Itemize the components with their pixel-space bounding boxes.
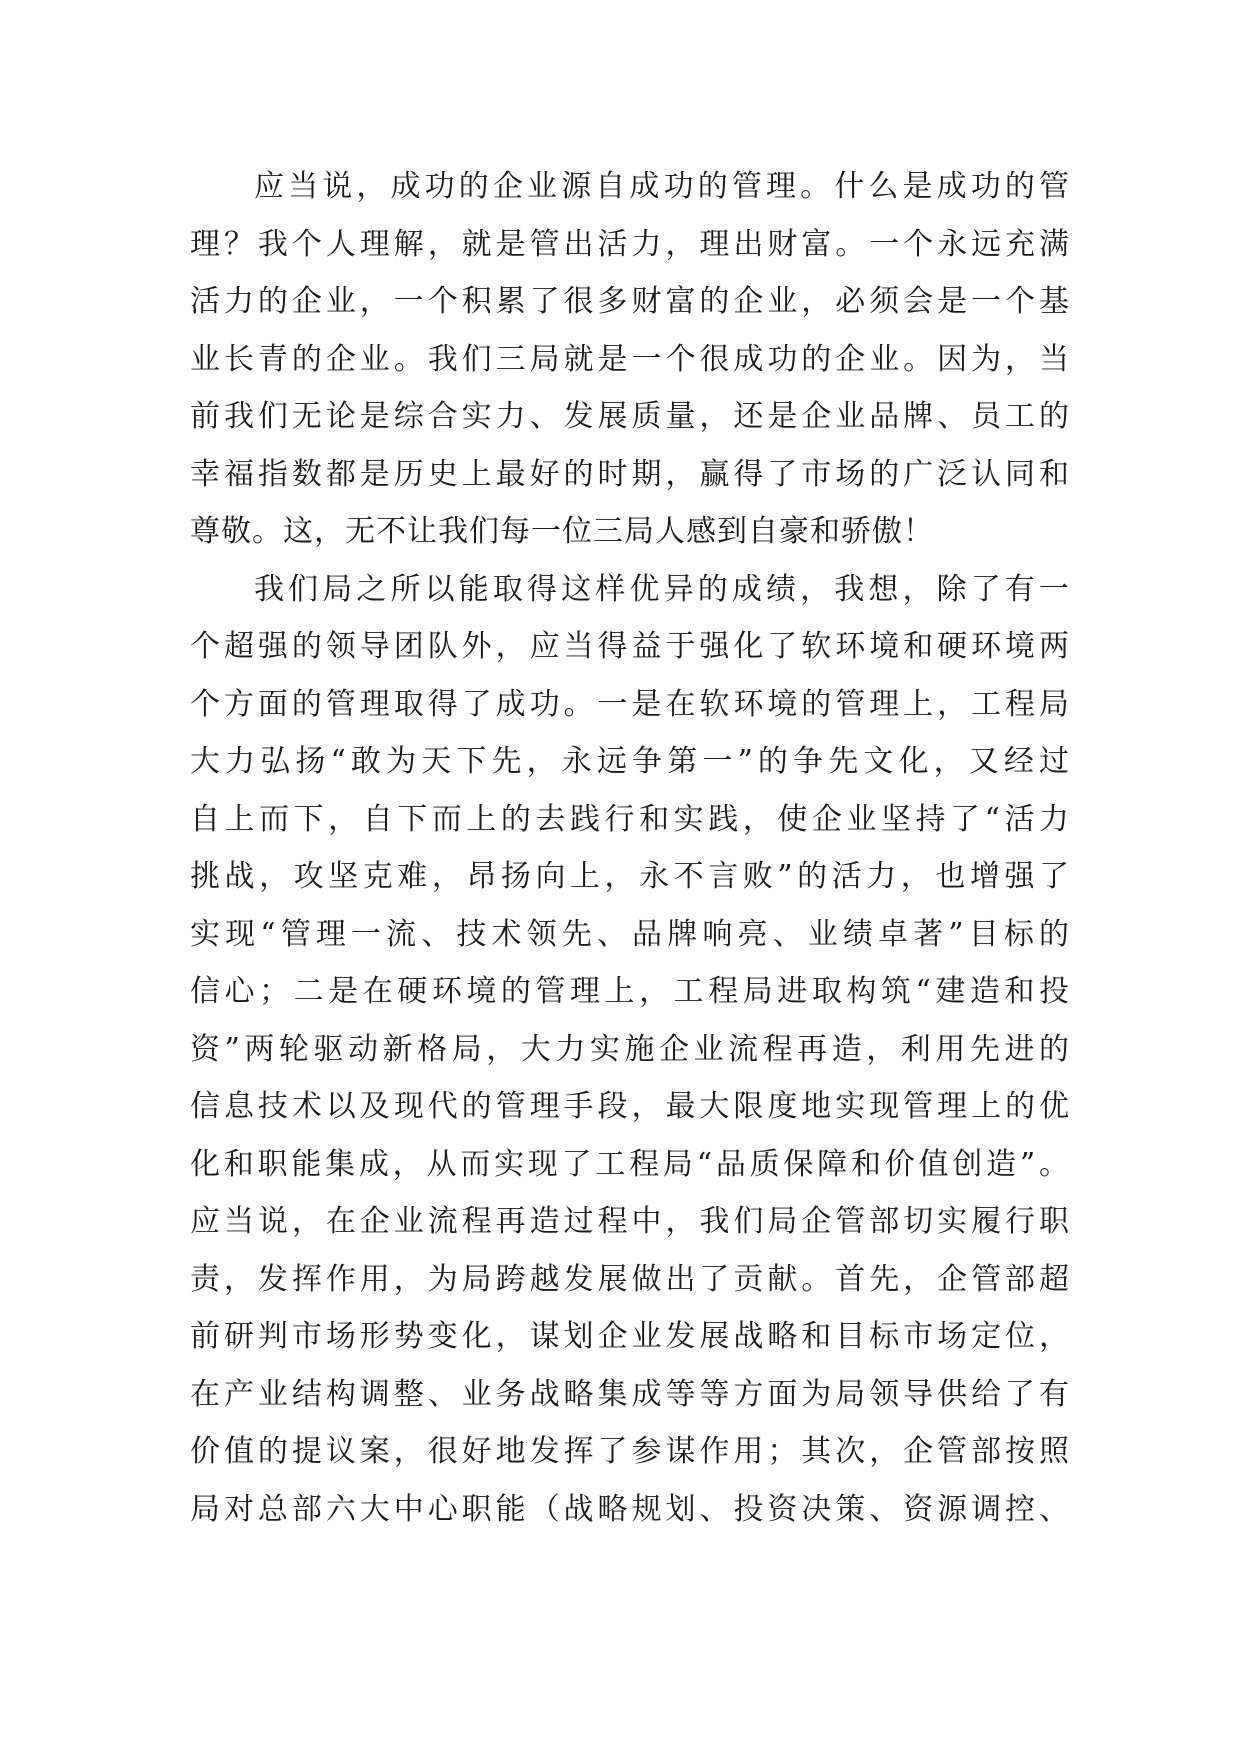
text-line: 信心；二是在硬环境的管理上，工程局进取构筑“建造和投 (190, 974, 1070, 1009)
text-line: 实现“管理一流、技术领先、品牌响亮、业绩卓著”目标的 (190, 916, 1070, 952)
text-line: 活力的企业，一个积累了很多财富的企业，必须会是一个基 (190, 284, 1070, 319)
text-line: 理？我个人理解，就是管出活力，理出财富。一个永远充满 (190, 226, 1070, 262)
text-line: 我们局之所以能取得这样优异的成绩，我想，除了有一 (254, 571, 1070, 607)
text-line: 在产业结构调整、业务战略集成等等方面为局领导供给了有 (190, 1376, 1070, 1412)
text-line: 前我们无论是综合实力、发展质量，还是企业品牌、员工的 (190, 399, 1070, 434)
text-line: 责，发挥作用，为局跨越发展做出了贡献。首先，企管部超 (190, 1261, 1070, 1297)
paragraph-1 (190, 158, 1070, 561)
text-line: 大力弘扬“敢为天下先，永远争第一”的争先文化，又经过 (190, 744, 1070, 779)
paragraph-2 (190, 561, 1070, 1539)
text-line: 尊敬。这，无不让我们每一位三局人感到自豪和骄傲！ (190, 514, 934, 549)
text-line: 化和职能集成，从而实现了工程局“品质保障和价值创造”。 (190, 1146, 1070, 1182)
document-body (190, 158, 1070, 1538)
text-line: 个超强的领导团队外，应当得益于强化了软环境和硬环境两 (190, 629, 1070, 664)
text-line: 个方面的管理取得了成功。一是在软环境的管理上，工程局 (190, 686, 1070, 722)
text-line: 信息技术以及现代的管理手段，最大限度地实现管理上的优 (190, 1089, 1070, 1124)
text-line: 挑战，攻坚克难，昂扬向上，永不言败”的活力，也增强了 (190, 859, 1070, 894)
text-line: 前研判市场形势变化，谋划企业发展战略和目标市场定位， (190, 1319, 1070, 1354)
text-line: 局对总部六大中心职能（战略规划、投资决策、资源调控、 (190, 1491, 1070, 1527)
text-line: 应当说，在企业流程再造过程中，我们局企管部切实履行职 (190, 1204, 1070, 1239)
text-line: 业长青的企业。我们三局就是一个很成功的企业。因为，当 (190, 341, 1070, 377)
text-line: 资”两轮驱动新格局，大力实施企业流程再造，利用先进的 (190, 1031, 1070, 1067)
text-line: 价值的提议案，很好地发挥了参谋作用；其次，企管部按照 (190, 1434, 1070, 1469)
text-line: 应当说，成功的企业源自成功的管理。什么是成功的管 (254, 169, 1070, 204)
text-line: 自上而下，自下而上的去践行和实践，使企业坚持了“活力 (190, 801, 1070, 837)
text-line: 幸福指数都是历史上最好的时期，赢得了市场的广泛认同和 (190, 456, 1070, 492)
